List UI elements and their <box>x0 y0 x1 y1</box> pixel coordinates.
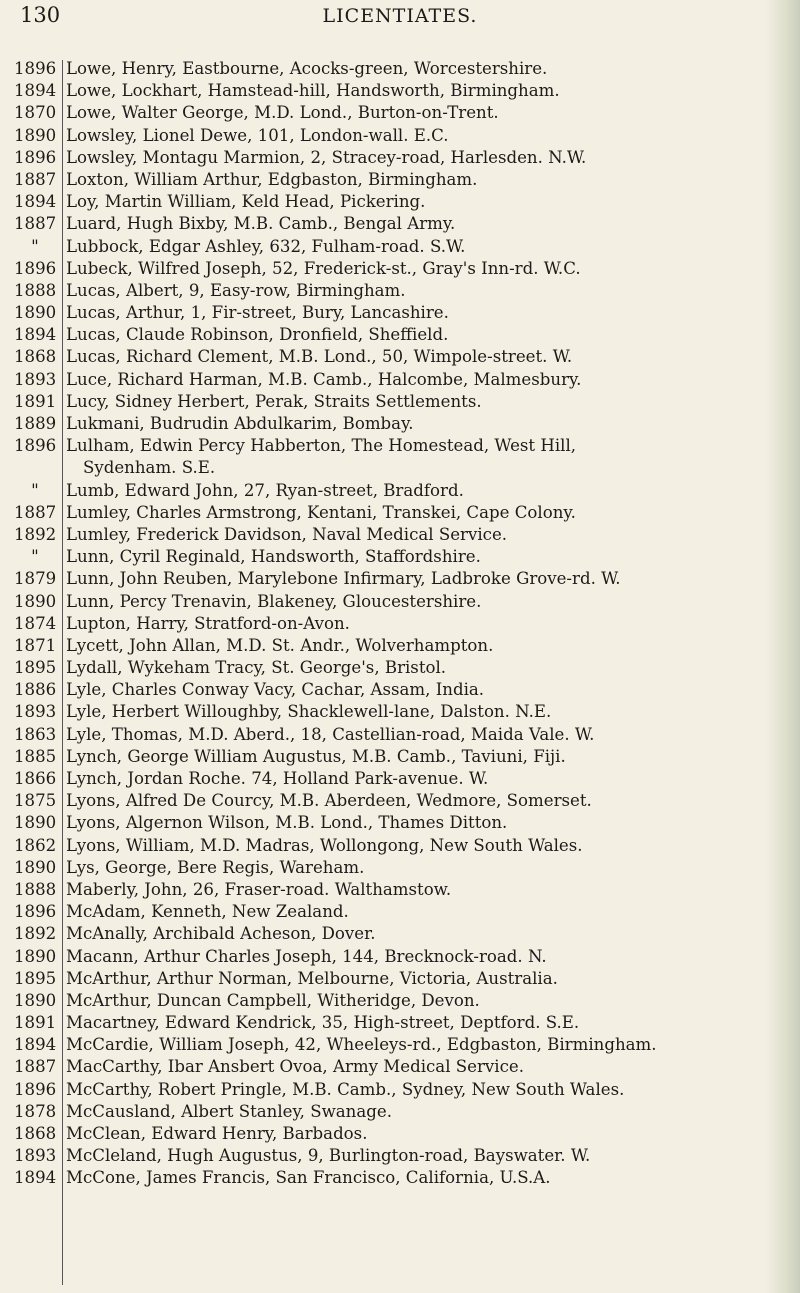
entry-text: Lukmani, Budrudin Abdulkarim, Bombay. <box>66 414 414 433</box>
entry-text: Lycett, John Allan, M.D. St. Andr., Wolverhampton. <box>66 635 494 655</box>
list-entry <box>0 391 800 413</box>
entry-text: Lyons, William, M.D. Madras, Wollongong, New South Wales. <box>66 835 583 855</box>
entry-year: 1888 <box>14 879 57 899</box>
entry-text: McClean, Edward Henry, Barbados. <box>66 1124 368 1143</box>
entry-year: 1890 <box>14 990 57 1010</box>
entry-text: Lulham, Edwin Percy Habberton, The Homestead, West Hill, <box>66 436 577 456</box>
list-entry <box>0 968 800 990</box>
entry-text: Lowsley, Montagu Marmion, 2, Stracey-road, Harlesden. N.W. <box>66 147 587 167</box>
entry-text: Lupton, Harry, Stratford-on-Avon. <box>66 613 350 633</box>
entry-year: " <box>31 480 39 500</box>
list-entry <box>0 258 800 280</box>
entry-year: 1863 <box>14 724 57 744</box>
entry-text: Lubbock, Edgar Ashley, 632, Fulham-road. S.W. <box>66 236 466 256</box>
list-entry <box>0 812 800 834</box>
list-entry <box>0 346 800 368</box>
running-title: LICENTIATES. <box>322 5 478 27</box>
entry-text: Lucas, Richard Clement, M.B. Lond., 50, Wimpole-street. W. <box>66 347 573 367</box>
entry-text: Lynch, George William Augustus, M.B. Camb., Taviuni, Fiji. <box>66 746 566 766</box>
list-entry <box>0 1012 800 1034</box>
list-entry <box>0 324 800 346</box>
entry-year: 1894 <box>14 325 57 345</box>
entry-text: Lumley, Frederick Davidson, Naval Medical Service. <box>66 524 508 544</box>
entry-year: 1890 <box>14 591 57 611</box>
entry-text: Macann, Arthur Charles Joseph, 144, Brecknock-road. N. <box>66 946 547 966</box>
entry-text: Luard, Hugh Bixby, M.B. Camb., Bengal Army. <box>66 214 456 234</box>
entry-text: Macartney, Edward Kendrick, 35, High-street, Deptford. S.E. <box>66 1013 580 1033</box>
list-entry <box>0 102 800 124</box>
entry-text: MacCarthy, Ibar Ansbert Ovoa, Army Medical Service. <box>66 1057 524 1077</box>
entry-text: Lowe, Lockhart, Hamstead-hill, Handsworth, Birmingham. <box>66 81 560 101</box>
list-entry <box>0 657 800 679</box>
list-entry <box>0 125 800 147</box>
entry-text: Lowe, Henry, Eastbourne, Acocks-green, Worcestershire. <box>66 59 548 78</box>
list-entry <box>0 1056 800 1078</box>
entry-year: 1891 <box>14 391 57 411</box>
entry-text: Lubeck, Wilfred Joseph, 52, Frederick-st., Gray's Inn-rd. W.C. <box>66 258 581 278</box>
entry-text: Lumley, Charles Armstrong, Kentani, Transkei, Cape Colony. <box>66 502 576 522</box>
entry-text: Lyle, Herbert Willoughby, Shacklewell-lane, Dalston. N.E. <box>66 702 552 722</box>
page-edge-shadow <box>766 0 800 1293</box>
entry-year: 1893 <box>14 702 57 722</box>
list-entry <box>0 591 800 613</box>
list-entry <box>0 413 800 435</box>
entry-year: 1896 <box>14 147 57 167</box>
list-entry <box>0 502 800 524</box>
page-header <box>0 3 800 29</box>
list-entry <box>0 857 800 879</box>
entry-text: Sydenham. S.E. <box>83 458 216 478</box>
entry-year: 1887 <box>14 169 57 189</box>
entry-year: 1868 <box>14 347 57 367</box>
list-entry <box>0 435 800 457</box>
entry-text: Lyons, Alfred De Courcy, M.B. Aberdeen, Wedmore, Somerset. <box>66 791 592 811</box>
entry-text: Lyons, Algernon Wilson, M.B. Lond., Thames Ditton. <box>66 813 508 833</box>
entry-year: 1887 <box>14 502 57 522</box>
entry-text: McArthur, Arthur Norman, Melbourne, Victoria, Australia. <box>66 968 558 988</box>
entry-year: 1889 <box>14 414 57 433</box>
entry-year: 1870 <box>14 103 57 123</box>
list-entry <box>0 613 800 635</box>
entry-year: 1896 <box>14 902 57 922</box>
entry-text: Lumb, Edward John, 27, Ryan-street, Bradford. <box>66 480 464 500</box>
entry-year: 1866 <box>14 769 57 788</box>
list-entry <box>0 679 800 701</box>
entry-year: 1890 <box>14 813 57 833</box>
entry-year: 1896 <box>14 258 57 278</box>
entry-year: 1891 <box>14 1013 57 1033</box>
entry-text: McAnally, Archibald Acheson, Dover. <box>66 924 376 944</box>
entry-year: 1895 <box>14 968 57 988</box>
entry-year: 1887 <box>14 214 57 234</box>
list-entry <box>0 635 800 657</box>
entry-text: McCardie, William Joseph, 42, Wheeleys-rd., Edgbaston, Birmingham. <box>66 1035 657 1055</box>
entry-year: 1890 <box>14 857 57 877</box>
entry-year: 1896 <box>14 436 57 456</box>
list-entry <box>0 191 800 213</box>
list-entry <box>0 923 800 945</box>
list-entry <box>0 879 800 901</box>
list-entry <box>0 280 800 302</box>
entry-text: Lynch, Jordan Roche. 74, Holland Park-avenue. W. <box>66 769 489 788</box>
entry-year: 1894 <box>14 1035 57 1055</box>
entry-year: 1895 <box>14 658 57 678</box>
list-entry <box>0 213 800 235</box>
entry-text: Loxton, William Arthur, Edgbaston, Birmingham. <box>66 169 478 189</box>
list-entry <box>0 990 800 1012</box>
entry-text: Lucas, Arthur, 1, Fir-street, Bury, Lancashire. <box>66 303 449 323</box>
entry-text: McCarthy, Robert Pringle, M.B. Camb., Sydney, New South Wales. <box>66 1079 625 1099</box>
list-entry <box>0 568 800 590</box>
entry-year: 1896 <box>14 59 57 78</box>
list-entry <box>0 1101 800 1123</box>
entry-text: Lunn, John Reuben, Marylebone Infirmary, Ladbroke Grove-rd. W. <box>66 569 621 589</box>
list-entry <box>0 457 800 479</box>
entry-text: McCausland, Albert Stanley, Swanage. <box>66 1101 392 1121</box>
list-entry <box>0 1079 800 1101</box>
entry-text: Luce, Richard Harman, M.B. Camb., Halcombe, Malmesbury. <box>66 369 582 389</box>
entry-text: Lydall, Wykeham Tracy, St. George's, Bristol. <box>66 658 447 678</box>
entry-year: 1874 <box>14 613 57 633</box>
entry-text: Maberly, John, 26, Fraser-road. Walthamstow. <box>66 879 452 899</box>
list-entry <box>0 790 800 812</box>
list-entry <box>0 1034 800 1056</box>
entry-year: 1886 <box>14 680 57 700</box>
entry-year: 1890 <box>14 303 57 323</box>
entry-year: 1887 <box>14 1057 57 1077</box>
entry-year: 1894 <box>14 192 57 212</box>
entry-text: Lys, George, Bere Regis, Wareham. <box>66 857 365 877</box>
entry-year: 1892 <box>14 924 57 944</box>
entry-year: 1896 <box>14 1079 57 1099</box>
entry-year: 1878 <box>14 1101 57 1121</box>
list-entry <box>0 58 800 80</box>
list-entry <box>0 946 800 968</box>
entry-year: 1894 <box>14 1168 57 1188</box>
entry-year: 1868 <box>14 1124 57 1143</box>
list-entry <box>0 524 800 546</box>
list-entry <box>0 768 800 790</box>
page-number: 130 <box>20 3 61 27</box>
list-entry <box>0 1167 800 1189</box>
entry-text: Lyle, Charles Conway Vacy, Cachar, Assam, India. <box>66 680 485 700</box>
list-entry <box>0 746 800 768</box>
list-entry <box>0 147 800 169</box>
entry-text: Lucas, Albert, 9, Easy-row, Birmingham. <box>66 280 406 300</box>
entry-year: " <box>31 236 39 256</box>
entry-year: 1893 <box>14 369 57 389</box>
entry-year: 1871 <box>14 635 57 655</box>
entry-text: McCleland, Hugh Augustus, 9, Burlington-road, Bayswater. W. <box>66 1146 591 1166</box>
entry-text: Lucy, Sidney Herbert, Perak, Straits Settlements. <box>66 391 482 411</box>
list-entry <box>0 169 800 191</box>
entry-text: Lunn, Percy Trenavin, Blakeney, Gloucestershire. <box>66 591 482 611</box>
entry-year: 1893 <box>14 1146 57 1166</box>
entry-year: 1885 <box>14 746 57 766</box>
list-entry <box>0 369 800 391</box>
entry-year: 1879 <box>14 569 57 589</box>
entry-text: McCone, James Francis, San Francisco, California, U.S.A. <box>66 1168 551 1188</box>
entry-year: 1875 <box>14 791 57 811</box>
entry-text: Lunn, Cyril Reginald, Handsworth, Staffordshire. <box>66 547 481 567</box>
entry-year: 1890 <box>14 125 57 145</box>
list-entry <box>0 480 800 502</box>
list-entry <box>0 80 800 102</box>
list-entry <box>0 236 800 258</box>
entry-text: Loy, Martin William, Keld Head, Pickering. <box>66 192 426 212</box>
entry-year: 1862 <box>14 835 57 855</box>
list-entry <box>0 724 800 746</box>
entry-year: " <box>31 547 39 567</box>
list-entry <box>0 701 800 723</box>
list-entry <box>0 302 800 324</box>
list-entry <box>0 1123 800 1145</box>
list-entry <box>0 546 800 568</box>
entry-text: McAdam, Kenneth, New Zealand. <box>66 902 349 922</box>
entry-text: Lucas, Claude Robinson, Dronfield, Sheffield. <box>66 325 449 345</box>
list-entry <box>0 835 800 857</box>
licentiate-list <box>0 58 800 1190</box>
entry-text: Lyle, Thomas, M.D. Aberd., 18, Castellian-road, Maida Vale. W. <box>66 724 595 744</box>
entry-year: 1888 <box>14 280 57 300</box>
entry-text: Lowsley, Lionel Dewe, 101, London-wall. E.C. <box>66 125 449 145</box>
entry-year: 1890 <box>14 946 57 966</box>
list-entry <box>0 1145 800 1167</box>
entry-text: Lowe, Walter George, M.D. Lond., Burton-on-Trent. <box>66 103 499 123</box>
entry-year: 1894 <box>14 81 57 101</box>
entry-text: McArthur, Duncan Campbell, Witheridge, Devon. <box>66 990 480 1010</box>
entry-year: 1892 <box>14 524 57 544</box>
list-entry <box>0 901 800 923</box>
